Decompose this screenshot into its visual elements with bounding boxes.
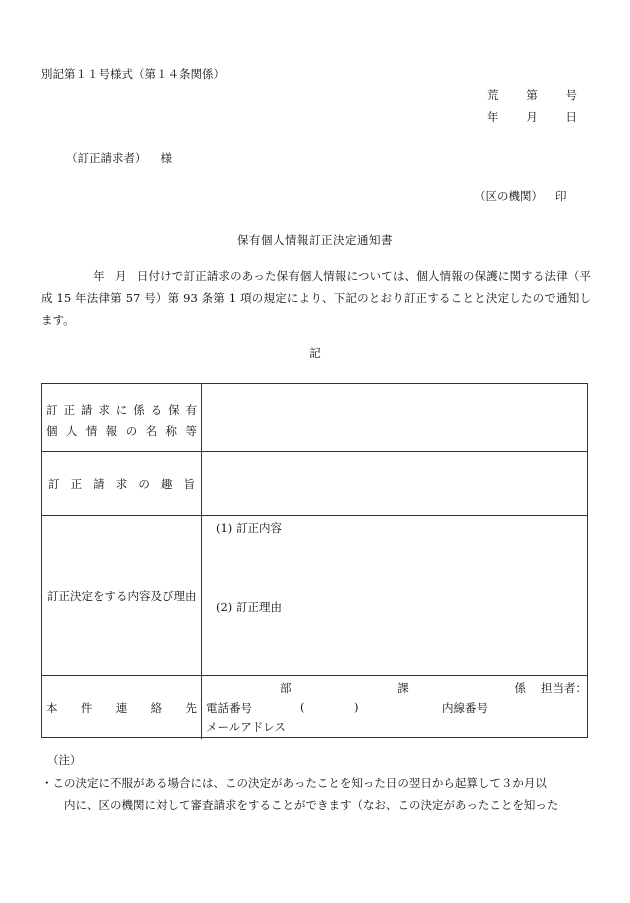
reg-dai: 第 — [526, 88, 538, 102]
date-day: 日 — [565, 110, 577, 124]
label-char: 名 — [145, 424, 158, 438]
notes-heading: （注） — [47, 753, 82, 767]
note-line-1: ・この決定に不服がある場合には、この決定があったことを知った日の翌日から起算して３か月以 — [41, 776, 547, 790]
label-contact — [42, 676, 202, 739]
label-char: 情 — [85, 424, 98, 438]
reg-go: 号 — [565, 88, 577, 102]
value-contact[interactable] — [202, 676, 587, 739]
body-date-year: 年 — [93, 269, 105, 283]
row-decision-content — [42, 516, 587, 676]
label-char: 正 — [63, 403, 75, 417]
label-char: に — [115, 403, 128, 417]
notice-body — [41, 265, 591, 331]
label-char: 人 — [65, 424, 78, 438]
requester-line — [66, 150, 172, 166]
label-char: 先 — [185, 701, 197, 715]
label-char: 報 — [105, 424, 118, 438]
label-char: 等 — [185, 424, 197, 438]
label-char: の — [125, 424, 138, 438]
item-correction-content: (1) 訂正内容 — [216, 521, 282, 535]
label-char: 訂 — [48, 477, 60, 491]
label-char: 本 — [46, 701, 58, 715]
seal-mark: 印 — [555, 189, 567, 203]
row-request-purpose — [42, 452, 587, 516]
note-line-2: 内に、区の機関に対して審査請求をすることができます（なお、この決定があったことを知った — [64, 798, 559, 812]
issue-date-line — [487, 109, 577, 125]
phone-paren-close: ) — [354, 700, 359, 714]
authority-label: （区の機関） — [474, 189, 543, 203]
correction-decision-table — [41, 383, 588, 738]
label-char: 旨 — [183, 477, 195, 491]
label-char: 件 — [80, 701, 93, 715]
label-char: の — [138, 477, 150, 491]
label-char: 係 — [133, 403, 145, 417]
label-char: る — [150, 403, 163, 417]
label-char: 訂 — [46, 403, 58, 417]
contact-unit: 係 — [514, 681, 526, 695]
label-char: 請 — [80, 403, 93, 417]
label-char: 称 — [165, 424, 178, 438]
value-target-information[interactable] — [202, 384, 587, 451]
requester-honorific: 様 — [160, 151, 172, 165]
label-char: 有 — [185, 403, 197, 417]
contact-section: 課 — [397, 681, 409, 695]
body-date-month: 月 — [114, 269, 127, 283]
label-char: 請 — [93, 477, 105, 491]
label-char: 求 — [115, 477, 128, 491]
authority-line — [474, 188, 567, 204]
label-char: 個 — [46, 424, 58, 438]
label-decision-content — [42, 516, 202, 675]
label-char: 趣 — [160, 477, 173, 491]
value-request-purpose[interactable] — [202, 452, 587, 515]
contact-extension-label: 内線番号 — [442, 701, 488, 715]
date-month: 月 — [526, 110, 538, 124]
row-contact — [42, 676, 587, 739]
label-char: 正 — [70, 477, 83, 491]
label-char: 絡 — [150, 701, 163, 715]
label-char: 求 — [98, 403, 110, 417]
form-number-label: 別記第１１号様式（第１４条関係） — [41, 67, 225, 81]
label-target-information — [42, 384, 202, 451]
row-target-information — [42, 384, 587, 452]
registration-number-line — [487, 87, 577, 103]
contact-phone-label: 電話番号 — [206, 701, 252, 715]
ki-heading: 記 — [309, 346, 321, 360]
document-title: 保有個人情報訂正決定通知書 — [237, 233, 393, 247]
label-char: 保 — [168, 403, 180, 417]
value-decision-content[interactable] — [202, 516, 587, 675]
contact-dept: 部 — [280, 681, 292, 695]
contact-org-line — [280, 680, 526, 696]
requester-label: （訂正請求者） — [66, 151, 147, 165]
date-year: 年 — [487, 110, 499, 124]
contact-person-label: 担当者： — [541, 681, 587, 695]
label-request-purpose — [42, 452, 202, 515]
label-char: 連 — [115, 701, 128, 715]
phone-paren-open: ( — [300, 700, 305, 714]
contact-email-label: メールアドレス — [206, 720, 286, 734]
reg-prefix: 荒 — [487, 88, 499, 102]
decision-content-label: 訂正決定をする内容及び理由 — [47, 589, 197, 603]
item-correction-reason: (2) 訂正理由 — [216, 600, 282, 614]
body-text: 日付けで訂正請求のあった保有個人情報については、個人情報の保護に関する法律（平成 15 年法律第 57 号）第 93 条第 1 項の規定により、下記のとおり訂正することと決定したので通知します。 — [41, 269, 592, 327]
